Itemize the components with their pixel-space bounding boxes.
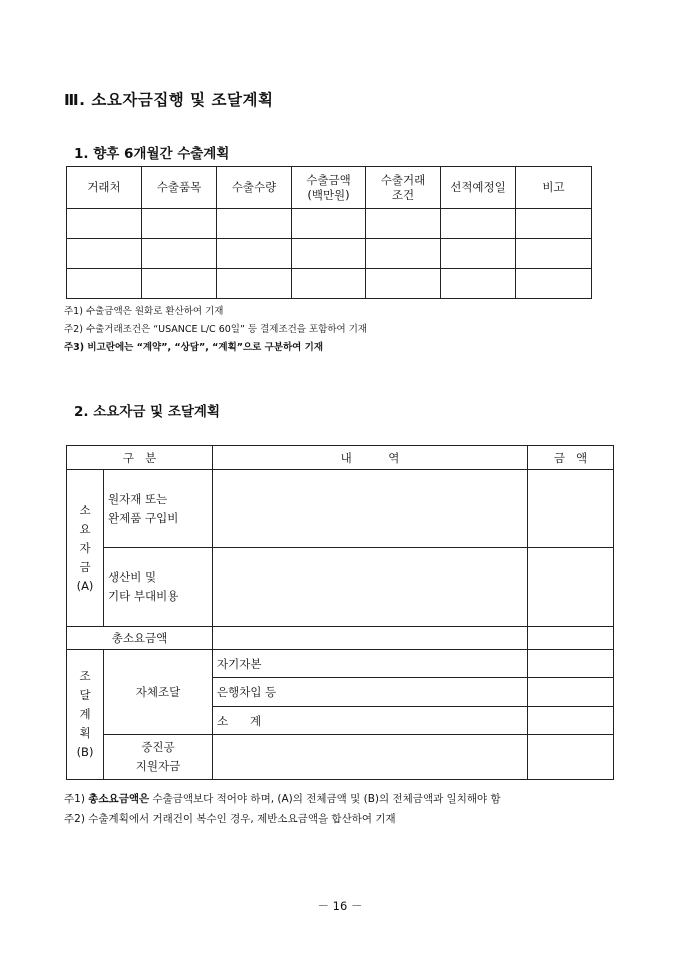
table-cell[interactable] <box>441 269 516 299</box>
col-header: 수출품목 <box>142 167 217 209</box>
required-item-materials: 원자재 또는 완제품 구입비 <box>104 470 213 548</box>
col-header: 거래처 <box>67 167 142 209</box>
note-text: 수출금액보다 적어야 하며, (A)의 전체금액 및 (B)의 전체금액과 일치해야 함 <box>149 793 501 805</box>
amount-cell[interactable] <box>528 707 614 735</box>
col-header: 선적예정일 <box>441 167 516 209</box>
funding-plan-heading: 2. 소요자금 및 조달계획 <box>74 404 220 420</box>
note-text: 수출계획에서 거래건이 복수인 경우, 제반소요금액을 합산하여 기재 <box>88 813 396 825</box>
self-funding-bank-loan: 은행차입 등 <box>213 678 528 707</box>
table-row <box>67 548 614 627</box>
required-funds-label: 소 요 자 금 (A) <box>67 470 104 627</box>
note-prefix: 주1) <box>64 793 89 805</box>
table-cell[interactable] <box>516 269 592 299</box>
detail-cell[interactable] <box>213 735 528 780</box>
table-cell[interactable] <box>366 269 441 299</box>
note-prefix: 주2) <box>64 813 89 825</box>
note-bold: 총소요금액은 <box>88 793 150 805</box>
detail-cell[interactable] <box>213 470 528 548</box>
table-cell[interactable] <box>217 239 292 269</box>
amount-cell[interactable] <box>528 548 614 627</box>
funding-header-row <box>67 446 614 470</box>
required-item-production: 생산비 및 기타 부대비용 <box>104 548 213 627</box>
detail-header: 내 역 <box>213 446 528 470</box>
funding-note-2 <box>64 811 396 826</box>
table-row <box>67 650 614 678</box>
table-cell[interactable] <box>142 269 217 299</box>
amount-cell[interactable] <box>528 627 614 650</box>
table-cell[interactable] <box>142 209 217 239</box>
col-header: 수출거래 조건 <box>366 167 441 209</box>
table-cell[interactable] <box>292 209 366 239</box>
table-row <box>67 627 614 650</box>
category-header: 구 분 <box>67 446 213 470</box>
table-cell[interactable] <box>67 209 142 239</box>
export-plan-table <box>66 166 592 299</box>
total-required-label: 총소요금액 <box>67 627 213 650</box>
table-cell[interactable] <box>217 209 292 239</box>
section-title: Ⅲ. 소요자금집행 및 조달계획 <box>64 91 274 109</box>
col-header: 수출수량 <box>217 167 292 209</box>
export-note-2: 주2) 수출거래조건은 “USANCE L/C 60일” 등 결제조건을 포함하여 기재 <box>64 324 368 335</box>
funding-plan-label: 조 달 계 획 (B) <box>67 650 104 780</box>
table-cell[interactable] <box>516 209 592 239</box>
funding-plan-table <box>66 445 614 780</box>
export-note-3: 주3) 비고란에는 “계약”, “상담”, “계획”으로 구분하여 기재 <box>64 342 324 353</box>
amount-cell[interactable] <box>528 470 614 548</box>
table-cell[interactable] <box>441 209 516 239</box>
table-cell[interactable] <box>67 269 142 299</box>
agency-support-label: 중진공 지원자금 <box>104 735 213 780</box>
export-note-1: 주1) 수출금액은 원화로 환산하여 기재 <box>64 306 224 317</box>
table-row <box>67 735 614 780</box>
amount-cell[interactable] <box>528 735 614 780</box>
self-funding-label: 자체조달 <box>104 650 213 735</box>
page-number: － 16 － <box>317 899 363 913</box>
table-row <box>67 209 592 239</box>
detail-cell[interactable] <box>213 548 528 627</box>
table-row <box>67 239 592 269</box>
funding-note-1 <box>64 791 501 806</box>
table-cell[interactable] <box>516 239 592 269</box>
amount-cell[interactable] <box>528 678 614 707</box>
table-cell[interactable] <box>142 239 217 269</box>
self-funding-subtotal: 소 계 <box>213 707 528 735</box>
table-cell[interactable] <box>292 239 366 269</box>
table-cell[interactable] <box>441 239 516 269</box>
export-plan-header-row <box>67 167 592 209</box>
export-plan-heading: 1. 향후 6개월간 수출계획 <box>74 146 230 162</box>
table-cell[interactable] <box>366 209 441 239</box>
amount-cell[interactable] <box>528 650 614 678</box>
table-row <box>67 269 592 299</box>
table-cell[interactable] <box>366 239 441 269</box>
amount-header: 금 액 <box>528 446 614 470</box>
table-row <box>67 470 614 548</box>
self-funding-equity: 자기자본 <box>213 650 528 678</box>
table-cell[interactable] <box>217 269 292 299</box>
col-header: 비고 <box>516 167 592 209</box>
detail-cell[interactable] <box>213 627 528 650</box>
table-cell[interactable] <box>292 269 366 299</box>
table-cell[interactable] <box>67 239 142 269</box>
col-header: 수출금액 (백만원) <box>292 167 366 209</box>
